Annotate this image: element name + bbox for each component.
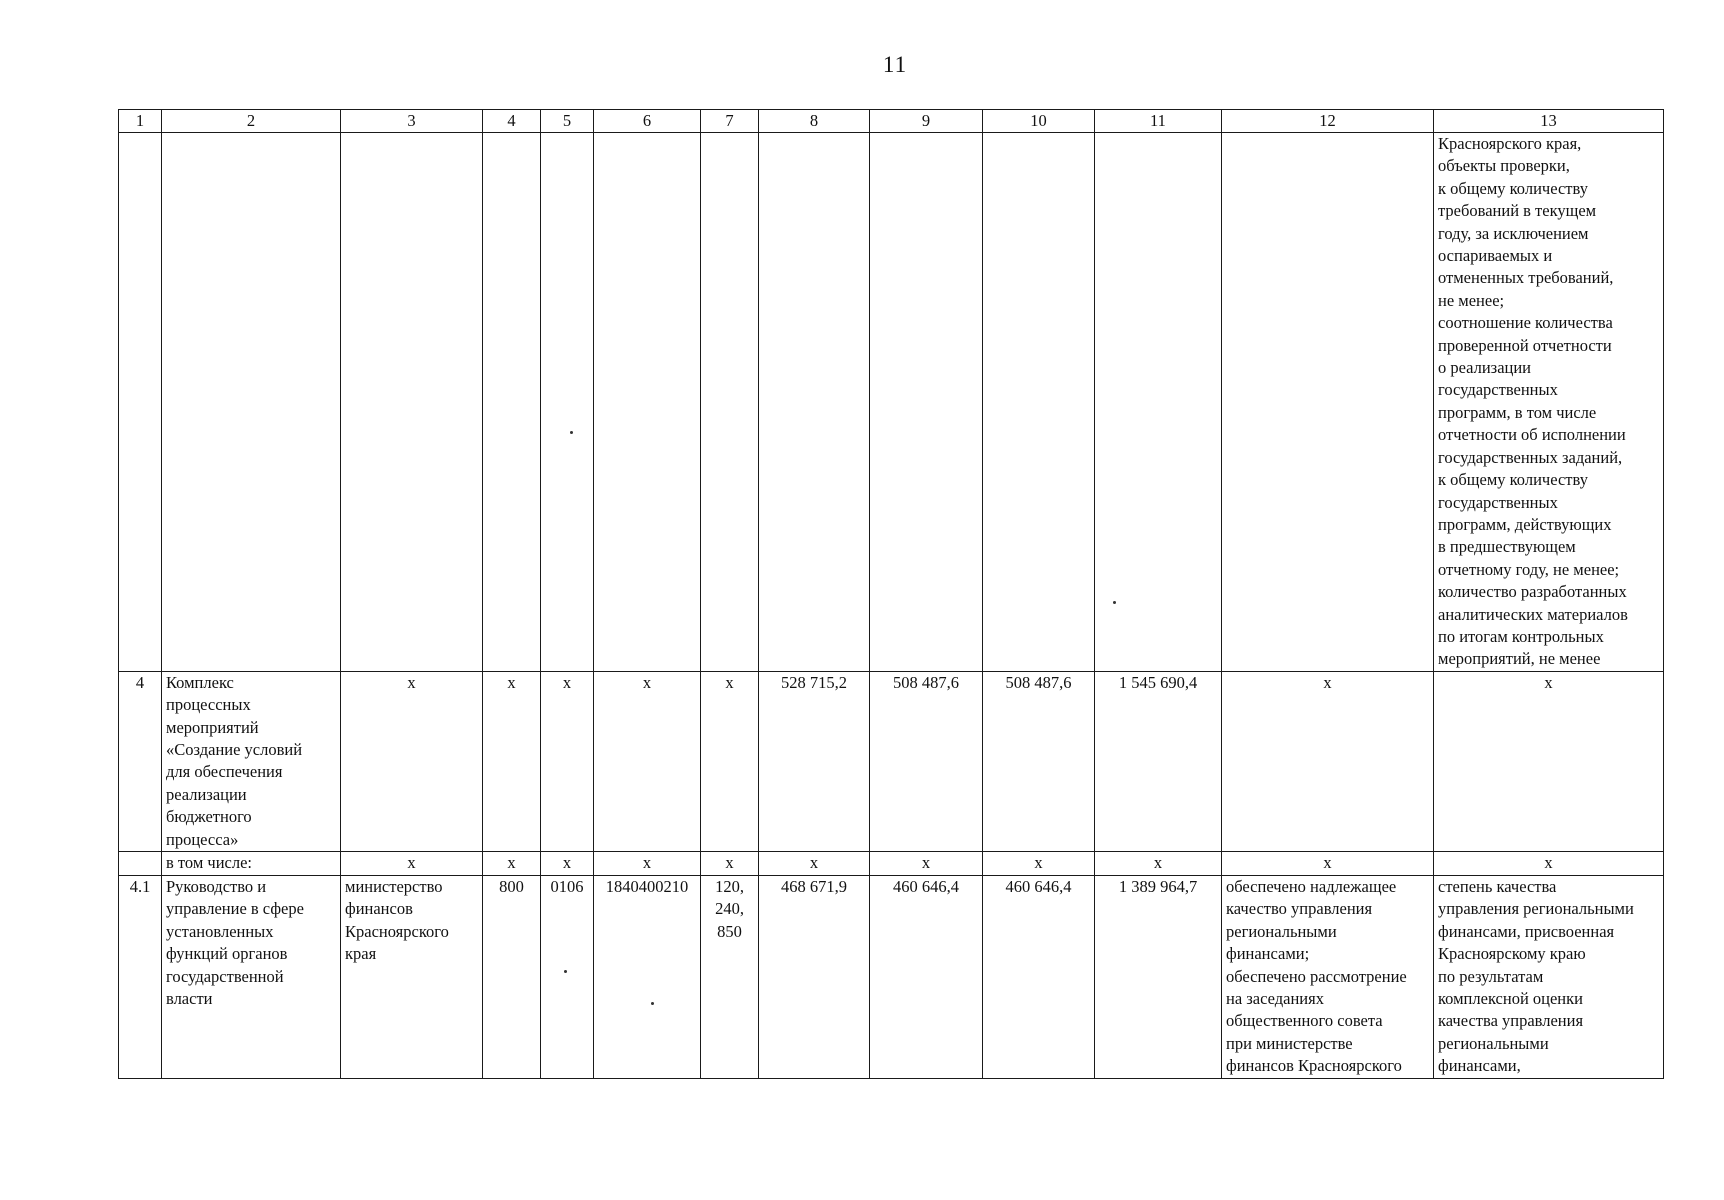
table-cell: х (483, 852, 541, 876)
column-header: 3 (341, 110, 483, 133)
table-cell (341, 133, 483, 672)
indicator-cell: Красноярского края, объекты проверки, к общему количеству требований в текущем году, за исключением оспариваемых и отмененных требований, не менее; соотношение количества проверенной отчетности о реализации государственных программ, в том числе отчетности об исполнении государственных заданий, к общему количеству государственных программ, действующих в предшествующем отчетному году, не менее; количество разработанных аналитических материалов по итогам контрольных мероприятий, не менее (1434, 133, 1664, 672)
column-header: 11 (1095, 110, 1222, 133)
column-header: 10 (983, 110, 1095, 133)
code-cell: 120, 240, 850 (701, 876, 759, 1079)
table-header-row (119, 110, 1664, 133)
table-row (119, 671, 1664, 851)
column-header: 4 (483, 110, 541, 133)
table-cell: х (1434, 852, 1664, 876)
table-row (119, 133, 1664, 672)
table-cell: х (701, 671, 759, 851)
scan-speck (570, 431, 573, 434)
table-cell (541, 133, 594, 672)
table-cell (119, 852, 162, 876)
table-cell (483, 133, 541, 672)
column-header: 2 (162, 110, 341, 133)
amount-cell: 508 487,6 (870, 671, 983, 851)
indicator-cell: степень качества управления региональными финансами, присвоенная Красноярскому краю по результатам комплексной оценки качества управления региональными финансами, (1434, 876, 1664, 1079)
table-cell (701, 133, 759, 672)
table-cell: х (1222, 671, 1434, 851)
column-header: 13 (1434, 110, 1664, 133)
page-number: 11 (882, 52, 908, 77)
code-cell: 800 (483, 876, 541, 1079)
table-cell (594, 133, 701, 672)
table-cell (162, 133, 341, 672)
table-cell: х (341, 852, 483, 876)
column-header: 5 (541, 110, 594, 133)
amount-cell: 468 671,9 (759, 876, 870, 1079)
amount-cell: 528 715,2 (759, 671, 870, 851)
name-cell: Руководство и управление в сфере установленных функций органов государственной власти (162, 876, 341, 1079)
table-row (119, 852, 1664, 876)
row-number-cell: 4.1 (119, 876, 162, 1079)
column-header: 12 (1222, 110, 1434, 133)
row-number-cell: 4 (119, 671, 162, 851)
amount-cell: 508 487,6 (983, 671, 1095, 851)
column-header: 7 (701, 110, 759, 133)
total-cell: 1 545 690,4 (1095, 671, 1222, 851)
table-cell: х (541, 852, 594, 876)
column-header: 1 (119, 110, 162, 133)
table-cell: х (594, 671, 701, 851)
table-cell (759, 133, 870, 672)
column-header: 8 (759, 110, 870, 133)
table-cell: х (1222, 852, 1434, 876)
table-cell: х (341, 671, 483, 851)
scan-speck (651, 1002, 654, 1005)
code-cell: 1840400210 (594, 876, 701, 1079)
table-cell: х (594, 852, 701, 876)
table-cell: х (983, 852, 1095, 876)
table-cell: х (483, 671, 541, 851)
total-cell: 1 389 964,7 (1095, 876, 1222, 1079)
budget-table (118, 109, 1664, 1079)
name-cell: в том числе: (162, 852, 341, 876)
table-cell (1095, 133, 1222, 672)
table-cell: х (870, 852, 983, 876)
scan-speck (564, 970, 567, 973)
table-cell (119, 133, 162, 672)
column-header: 9 (870, 110, 983, 133)
executor-cell: министерство финансов Красноярского края (341, 876, 483, 1079)
amount-cell: 460 646,4 (870, 876, 983, 1079)
table-cell (983, 133, 1095, 672)
column-header: 6 (594, 110, 701, 133)
table-cell (1222, 133, 1434, 672)
name-cell: Комплекс процессных мероприятий «Создание условий для обеспечения реализации бюджетного процесса» (162, 671, 341, 851)
table-cell: х (541, 671, 594, 851)
table-row (119, 876, 1664, 1079)
table-cell: х (701, 852, 759, 876)
table-cell: х (1434, 671, 1664, 851)
table-cell: х (1095, 852, 1222, 876)
code-cell: 0106 (541, 876, 594, 1079)
table-cell (870, 133, 983, 672)
result-cell: обеспечено надлежащее качество управления региональными финансами; обеспечено рассмотрение на заседаниях общественного совета при министерстве финансов Красноярского (1222, 876, 1434, 1079)
table-cell: х (759, 852, 870, 876)
scan-speck (1113, 601, 1116, 604)
amount-cell: 460 646,4 (983, 876, 1095, 1079)
